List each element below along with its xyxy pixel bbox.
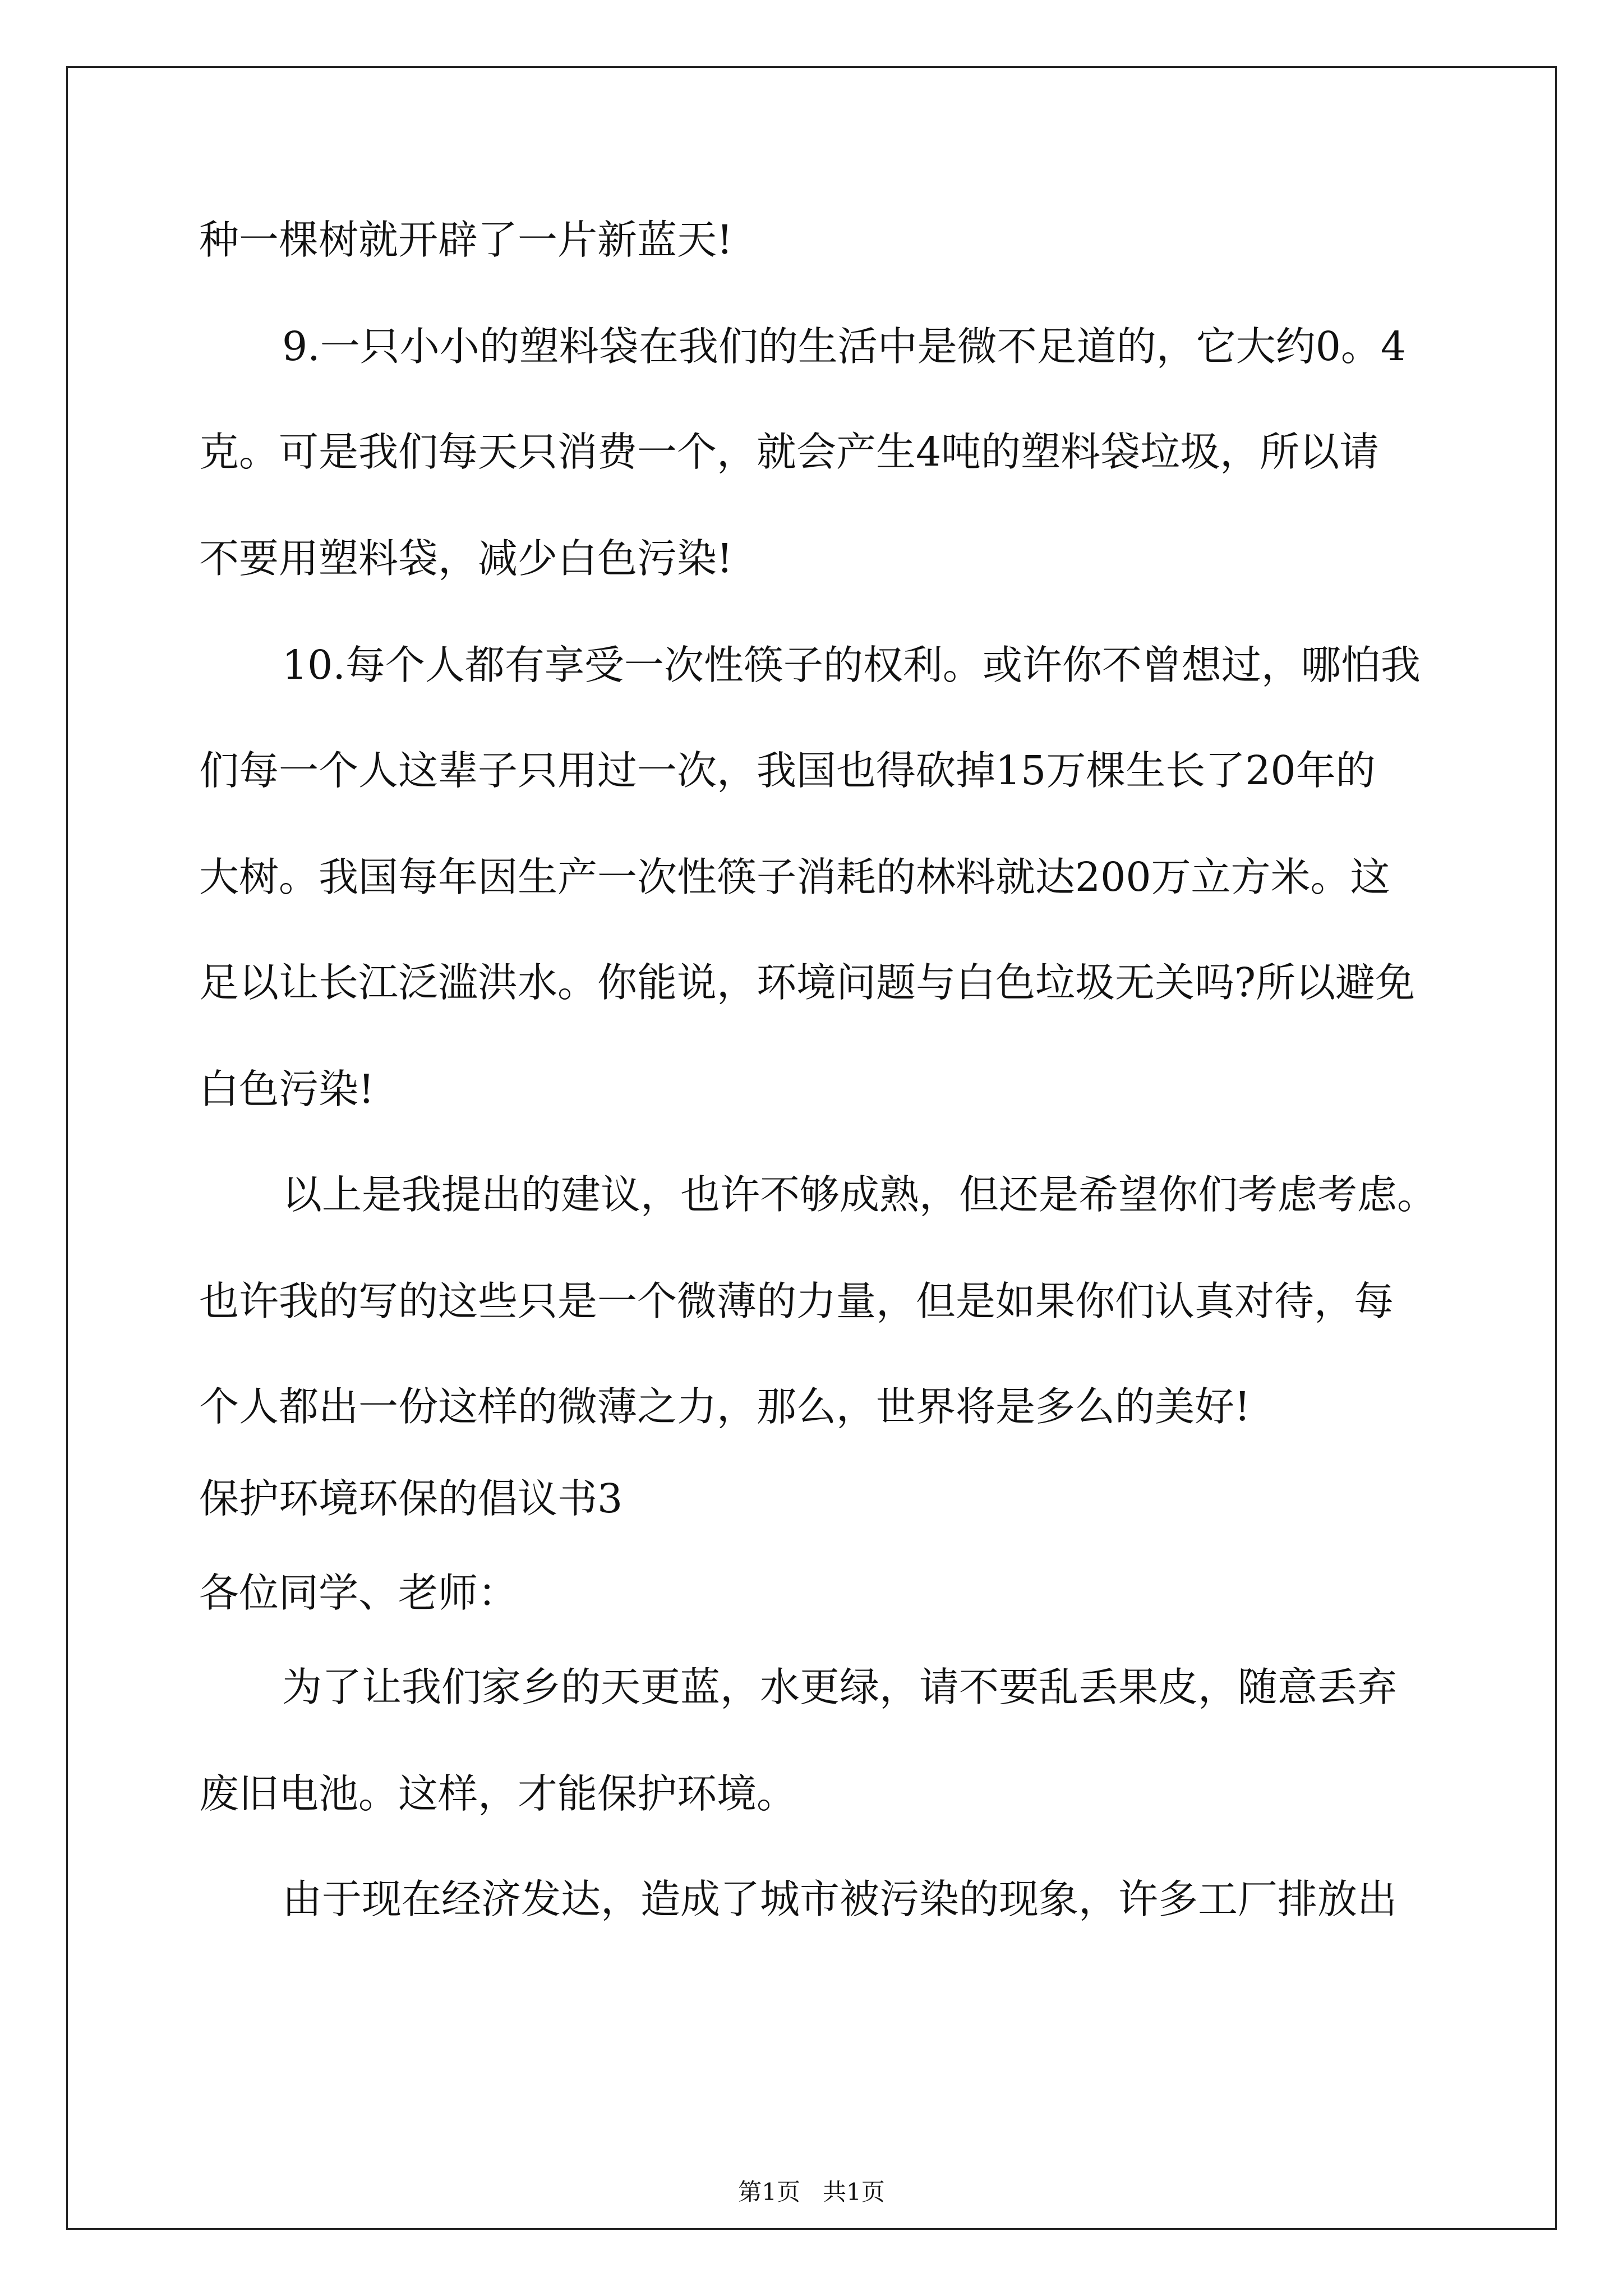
text-line: 也许我的写的这些只是一个微薄的力量，但是如果你们认真对待，每	[199, 1278, 1394, 1324]
text-line: 10.每个人都有享受一次性筷子的权利。或许你不曾想过，哪怕我	[282, 642, 1421, 688]
text-line: 白色污染!	[199, 1066, 375, 1112]
text-line: 为了让我们家乡的天更蓝，水更绿，请不要乱丢果皮，随意丢弃	[282, 1664, 1398, 1710]
text-line: 个人都出一份这样的微薄之力，那么，世界将是多么的美好!	[199, 1383, 1251, 1430]
text-line: 足以让长江泛滥洪水。你能说，环境问题与白色垃圾无关吗?所以避免	[199, 959, 1415, 1006]
page-footer: 第1页 共1页	[738, 2178, 885, 2206]
text-line: 不要用塑料袋，减少白色污染!	[199, 535, 733, 582]
text-line: 大树。我国每年因生产一次性筷子消耗的林料就达200万立方米。这	[199, 854, 1390, 900]
text-line: 由于现在经济发达，造成了城市被污染的现象，许多工厂排放出	[282, 1876, 1398, 1922]
text-line: 种一棵树就开辟了一片新蓝天!	[199, 217, 733, 263]
text-line: 们每一个人这辈子只用过一次，我国也得砍掉15万棵生长了20年的	[199, 747, 1376, 794]
section-heading: 保护环境环保的倡议书3	[199, 1475, 623, 1522]
salutation: 各位同学、老师：	[199, 1570, 518, 1616]
text-line: 以上是我提出的建议，也许不够成熟，但还是希望你们考虑考虑。	[282, 1171, 1437, 1218]
text-line: 9.一只小小的塑料袋在我们的生活中是微不足道的，它大约0。4	[282, 323, 1407, 370]
text-line: 克。可是我们每天只消费一个，就会产生4吨的塑料袋垃圾，所以请	[199, 429, 1380, 475]
text-line: 废旧电池。这样，才能保护环境。	[199, 1770, 797, 1817]
